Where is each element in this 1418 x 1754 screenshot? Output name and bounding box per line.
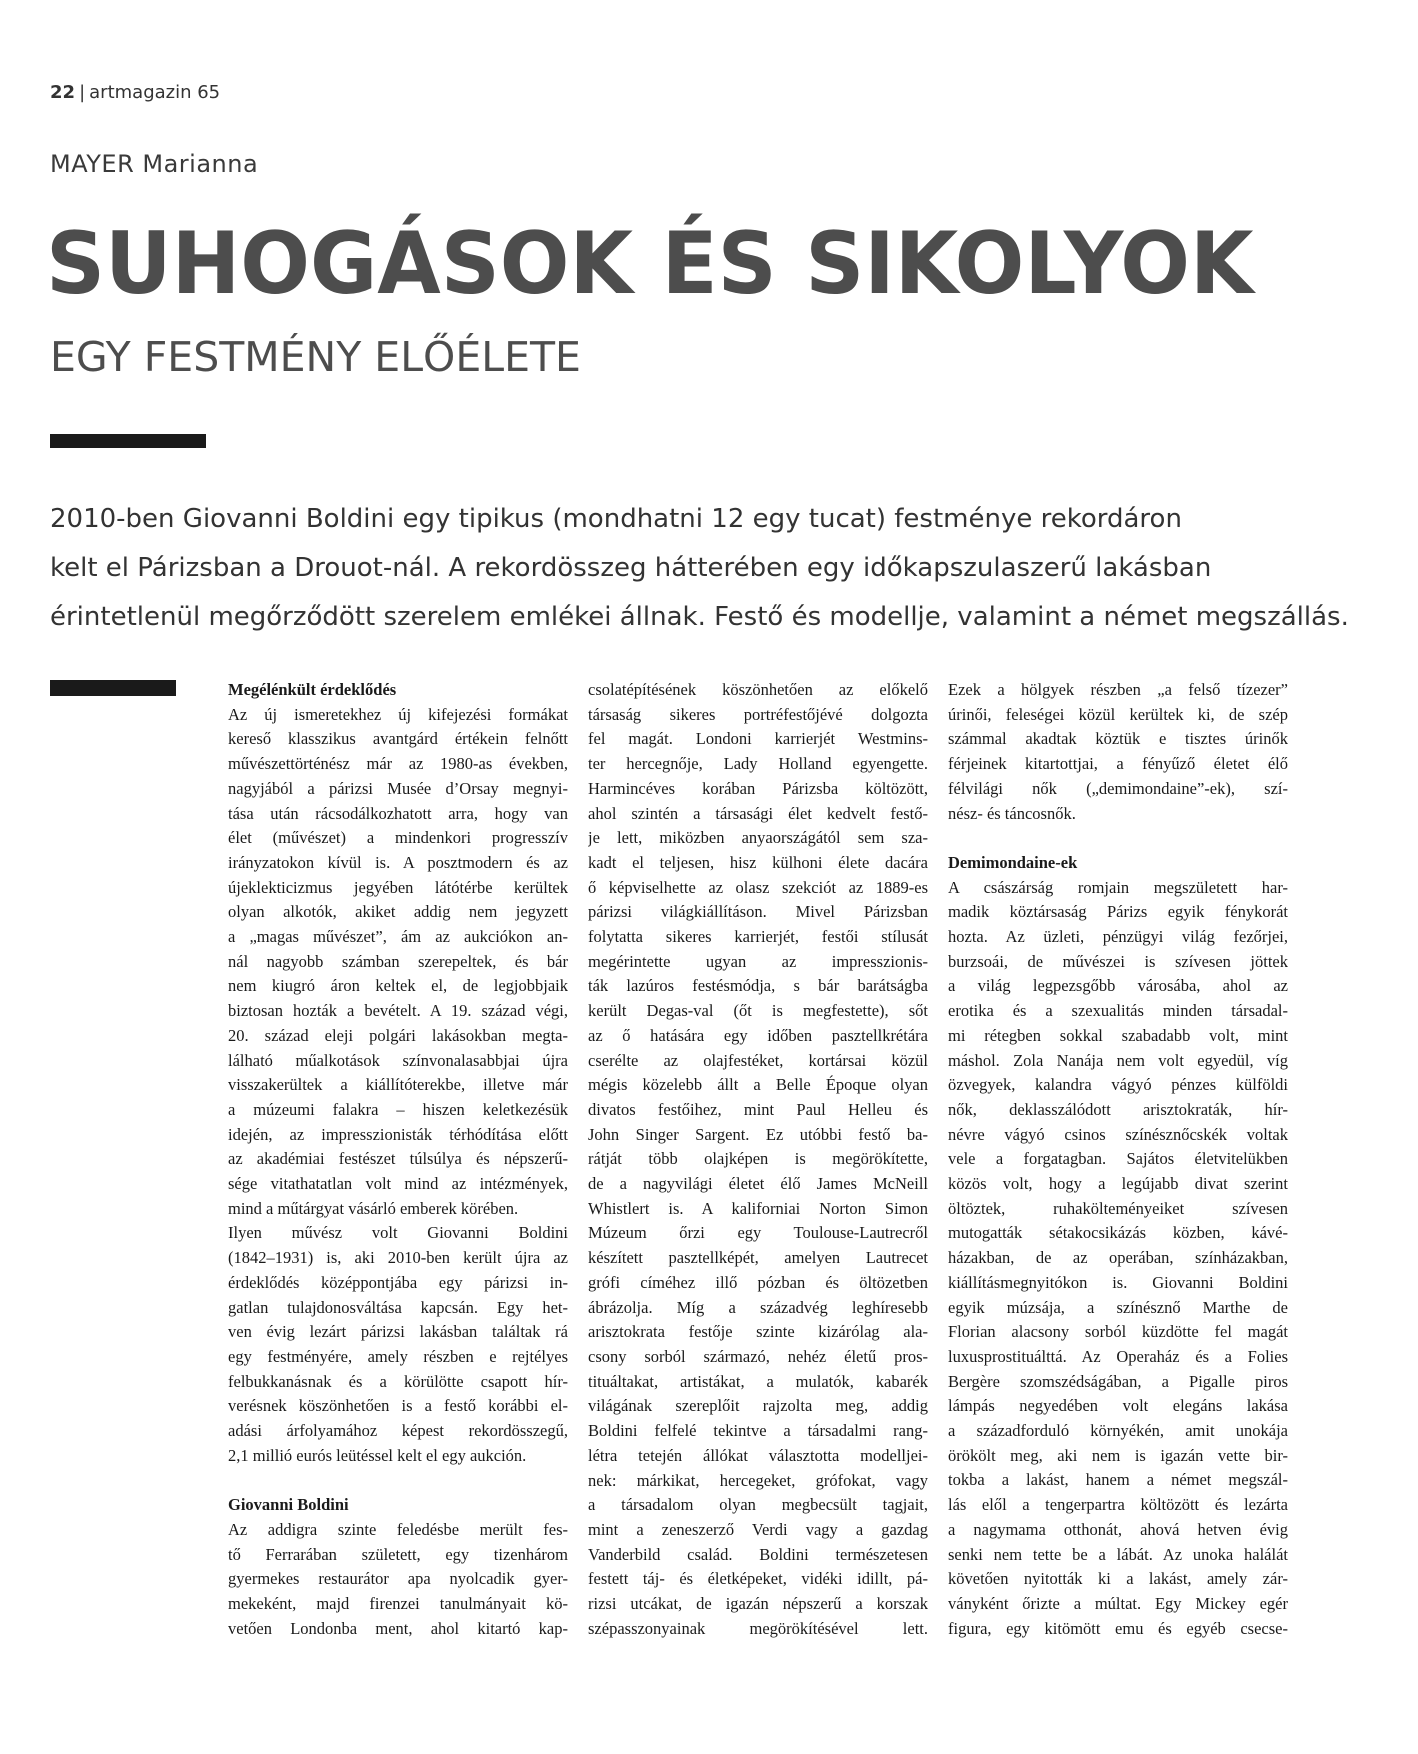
text-line: irányzatokon kívül is. A posztmodern és az <box>228 852 568 872</box>
text-line: a világ legpezsgőbb városába, ahol az <box>948 976 1288 996</box>
text-line: 20. század eleji polgári lakásokban megta- <box>228 1025 568 1045</box>
text-line: senki nem tette be a lábát. Az unoka halálát <box>948 1544 1288 1564</box>
text-line: gatlan tulajdonosváltása kapcsán. Egy het- <box>228 1297 568 1317</box>
text-line: létra tetején állókat választotta modelljei- <box>588 1445 928 1465</box>
text-line: követően nyitották ki a lakást, amely zár- <box>948 1569 1288 1589</box>
text-line: nál nagyobb számban szerepeltek, és bár <box>228 951 568 971</box>
text-line: mind a műtárgyat vásárló emberek körében. <box>228 1198 519 1218</box>
text-line: úrinői, feleségei közül kerültek ki, de szép <box>948 704 1288 724</box>
text-line: 2,1 millió eurós leütéssel kelt el egy aukción. <box>228 1445 527 1465</box>
text-line: világának szereplőit rajzolta meg, addig <box>588 1396 928 1416</box>
text-line: grófi címéhez illő pózban és öltözetben <box>588 1272 928 1292</box>
text-line: felbukkanásnak és a körülötte csapott hír- <box>228 1371 568 1391</box>
text-line: erotika és a szexualitás minden társadal- <box>948 1001 1288 1021</box>
text-line: özvegyek, kalandra vágyó pénzes külföldi <box>948 1075 1288 1095</box>
text-line: Az új ismeretekhez új kifejezési formákat <box>228 704 568 724</box>
section-heading: Giovanni Boldini <box>228 1495 349 1515</box>
text-line: egy festményére, amely részben e rejtélyes <box>228 1346 568 1366</box>
text-line: Bergère szomszédságában, a Pigalle piros <box>948 1371 1288 1391</box>
paragraph-gap <box>228 1469 568 1494</box>
text-line: házakban, de az operában, színházakban, <box>948 1248 1288 1268</box>
text-line: közös volt, hogy a legújabb divat szerint <box>948 1174 1288 1194</box>
text-line: nagyjából a párizsi Musée d’Orsay megnyi- <box>228 778 568 798</box>
text-line: a századforduló környékén, amit unokája <box>948 1421 1288 1441</box>
text-line: je lett, miközben anyaországától sem sza- <box>588 828 928 848</box>
title-rule <box>50 434 206 448</box>
text-line: ahol szintén a társasági élet kedvelt festő- <box>588 803 928 823</box>
text-line: de a nagyvilági életet élő James McNeill <box>588 1174 928 1194</box>
text-line: tő Ferrarában született, egy tizenhárom <box>228 1544 568 1564</box>
page-number: 22 <box>50 82 76 103</box>
text-line: ter hercegnője, Lady Holland egyengette. <box>588 754 928 774</box>
text-line: nem kiugró áron keltek el, de legjobbjaik <box>228 976 568 996</box>
magazine-name: artmagazin 65 <box>89 82 221 103</box>
text-line: szépasszonyainak megörökítésével lett. <box>588 1618 928 1638</box>
text-line: mint a zeneszerző Verdi vagy a gazdag <box>588 1519 928 1539</box>
text-line: tituáltakat, artistákat, a mulatók, kabarék <box>588 1371 928 1391</box>
text-line: rizsi utcákat, de igazán népszerű a korszak <box>588 1594 928 1614</box>
text-line: nek: márkikat, hercegeket, grófokat, vagy <box>588 1470 928 1490</box>
text-line: mekeként, majd firenzei tanulmányait kö- <box>228 1594 568 1613</box>
text-line: a „magas művészet”, ám az aukciókon an- <box>228 927 568 947</box>
text-line: Ezek a hölgyek részben „a felső tízezer” <box>948 680 1288 699</box>
text-line: lálható műalkotások színvonalasabbjai újra <box>228 1050 568 1070</box>
text-column-3 <box>948 678 1288 1641</box>
text-line: számmal akadtak köztük e tisztes úrinők <box>948 729 1288 749</box>
text-line: ták lazúros festésmódja, s bár barátságba <box>588 976 928 996</box>
text-line: érdeklődés középpontjába egy párizsi in- <box>228 1272 568 1292</box>
text-line: csony sorból származó, nehéz életű pros- <box>588 1346 928 1366</box>
text-line: csolatépítésének köszönhetően az előkelő <box>588 680 928 699</box>
text-line: mégis közelebb állt a Belle Époque olyan <box>588 1075 928 1095</box>
section-heading: Megélénkült érdeklődés <box>228 680 397 699</box>
text-line: félvilági nők („demimondaine”-ek), szí- <box>948 778 1288 798</box>
text-line: társaság sikeres portréfestőjévé dolgozta <box>588 704 928 724</box>
text-line: festett táj- és életképeket, vidéki idillt, pá- <box>588 1569 928 1589</box>
text-line: kadt el teljesen, hisz külhoni élete dacára <box>588 852 928 872</box>
text-line: férjeinek kitartottjai, a fényűző életet élő <box>948 754 1288 774</box>
text-line: máshol. Zola Nanája nem volt egyedül, víg <box>948 1050 1288 1070</box>
article-lead <box>50 495 1360 642</box>
text-line: hozta. Az üzleti, pénzügyi világ fezőrjei, <box>948 927 1288 947</box>
text-line: az akadémiai festészet túlsúlya és népszerű- <box>228 1149 568 1169</box>
body-rule <box>50 680 176 696</box>
text-line: John Singer Sargent. Ez utóbbi festő ba- <box>588 1124 928 1144</box>
text-line: ven évig lezárt párizsi lakásban találtak rá <box>228 1322 568 1342</box>
text-line: öltöztek, ruhakölteményeiket szívesen <box>948 1198 1288 1218</box>
text-line: lás elől a tengerpartra költözött és lezárta <box>948 1495 1288 1515</box>
text-line: a múzeumi falakra – hiszen keletkezésük <box>228 1099 568 1119</box>
text-line: nész- és táncosnők. <box>948 803 1076 823</box>
text-line: egyik múzsája, a színésznő Marthe de <box>948 1297 1288 1317</box>
text-line: Ilyen művész volt Giovanni Boldini <box>228 1223 568 1243</box>
text-line: lámpás negyedében volt elegáns lakása <box>948 1396 1288 1416</box>
text-line: párizsi világkiállításon. Mivel Párizsban <box>588 902 928 922</box>
text-line: kereső klasszikus avantgárd értékein felnőtt <box>228 729 568 749</box>
text-line: fel magát. Londoni karrierjét Westmins- <box>588 729 928 749</box>
text-line: a nagymama otthonát, ahová hetven évig <box>948 1519 1288 1539</box>
text-line: készített pasztellképét, amelyen Lautrecet <box>588 1248 928 1268</box>
text-line: rátját több olajképen is megörökítette, <box>588 1149 928 1169</box>
text-line: nők, deklasszálódott arisztokraták, hír- <box>948 1099 1288 1119</box>
paragraph-gap <box>948 826 1288 851</box>
text-line: tokba a lakást, hanem a német megszál- <box>948 1470 1288 1490</box>
text-line: figura, egy kitömött emu és egyéb csecse- <box>948 1618 1288 1638</box>
text-line: gyermekes restaurátor apa nyolcadik gyer- <box>228 1569 568 1589</box>
text-line: verésnek köszönhetően is a festő korábbi el- <box>228 1396 568 1416</box>
text-line: vetően Londonba ment, ahol kitartó kap- <box>228 1618 568 1638</box>
lead-line: érintetlenül megőrződött szerelem emlékei állnak. Festő és modellje, valamint a német megszállás. <box>50 602 1349 632</box>
text-line: visszakerültek a kiállítóterekbe, illetve már <box>228 1075 568 1095</box>
text-line: madik köztársaság Párizs egyik fénykorát <box>948 902 1288 922</box>
text-line: sége vitathatatlan volt mind az intézmények, <box>228 1174 568 1194</box>
text-line: (1842–1931) is, aki 2010-ben került újra az <box>228 1248 568 1268</box>
text-line: Vanderbild család. Boldini természetesen <box>588 1544 928 1564</box>
text-line: biztosan hozták a bevételt. A 19. század végi, <box>228 1001 568 1021</box>
text-line: az ő hatására egy időben pasztellkrétára <box>588 1025 928 1045</box>
text-line: Harmincéves korában Párizsba költözött, <box>588 778 928 798</box>
text-line: örökölt meg, aki nem is igazán vette bir- <box>948 1445 1288 1465</box>
text-line: cserélte az olajfestéket, kortársai közül <box>588 1050 928 1070</box>
section-heading: Demimondaine-ek <box>948 852 1078 872</box>
text-line: élet (művészet) a mindenkori progresszív <box>228 828 568 848</box>
text-column-2 <box>588 678 928 1641</box>
text-column-1 <box>228 678 568 1641</box>
text-line: ábrázolja. Míg a századvég leghíresebb <box>588 1297 928 1317</box>
lead-line: 2010-ben Giovanni Boldini egy tipikus (mondhatni 12 egy tucat) festménye rekordáron <box>50 504 1182 534</box>
text-line: ványként őrizte a múltat. Egy Mickey egér <box>948 1594 1288 1613</box>
text-line: burzsoái, de művészei is szívesen jöttek <box>948 951 1288 971</box>
text-line: olyan alkotók, akiket addig nem jegyzett <box>228 902 568 922</box>
lead-line: kelt el Párizsban a Drouot-nál. A rekordösszeg hátterében egy időkapszulaszerű lakásban <box>50 553 1212 583</box>
page-folio <box>50 82 220 103</box>
text-line: Boldini felfelé tekintve a társadalmi rang- <box>588 1421 928 1441</box>
text-line: művészettörténész már az 1980-as években, <box>228 754 568 774</box>
text-line: adási árfolyamához képest rekordösszegű, <box>228 1421 568 1441</box>
author-name: MAYER Marianna <box>50 150 259 178</box>
text-line: divatos festőihez, mint Paul Helleu és <box>588 1099 928 1119</box>
text-line: Az addigra szinte feledésbe merült fes- <box>228 1519 568 1539</box>
text-line: névre vágyó csinos színésznőcskék voltak <box>948 1124 1288 1144</box>
text-line: mi rétegben sokkal szabadabb volt, mint <box>948 1025 1288 1045</box>
text-line: ő képviselhette az olasz szekciót az 1889-es <box>588 877 928 897</box>
text-line: tása után rácsodálkozhatott arra, hogy van <box>228 803 568 823</box>
text-line: újeklekticizmus jegyében látótérbe kerültek <box>228 877 568 897</box>
text-line: arisztokrata festője szinte kizárólag ala- <box>588 1322 928 1342</box>
text-line: A császárság romjain megszületett har- <box>948 877 1288 897</box>
article-subtitle: EGY FESTMÉNY ELŐÉLETE <box>50 333 581 381</box>
text-line: kiállításmegnyitókon is. Giovanni Boldini <box>948 1272 1288 1292</box>
folio-separator: | <box>79 82 86 103</box>
text-line: került Degas-val (őt is megfestette), sőt <box>588 1001 928 1021</box>
text-line: mutogatták sétakocsikázás közben, kávé- <box>948 1223 1288 1243</box>
text-line: luxusprostituálttá. Az Operaház és a Folies <box>948 1346 1288 1366</box>
text-line: megérintette ugyan az impresszionis- <box>588 951 928 971</box>
text-line: idején, az impresszionisták térhódítása előtt <box>228 1124 568 1144</box>
text-line: a társadalom olyan megbecsült tagjait, <box>588 1495 928 1515</box>
text-line: folytatta sikeres karrierjét, festői stílusát <box>588 927 928 947</box>
article-title: SUHOGÁSOK ÉS SIKOLYOK <box>46 215 1254 314</box>
text-line: Whistlert is. A kaliforniai Norton Simon <box>588 1198 928 1218</box>
text-line: Múzeum őrzi egy Toulouse-Lautrecről <box>588 1223 928 1243</box>
text-line: vele a forgatagban. Sajátos életvitelükben <box>948 1149 1288 1169</box>
text-line: Florian alacsony sorból küzdötte fel magát <box>948 1322 1288 1342</box>
